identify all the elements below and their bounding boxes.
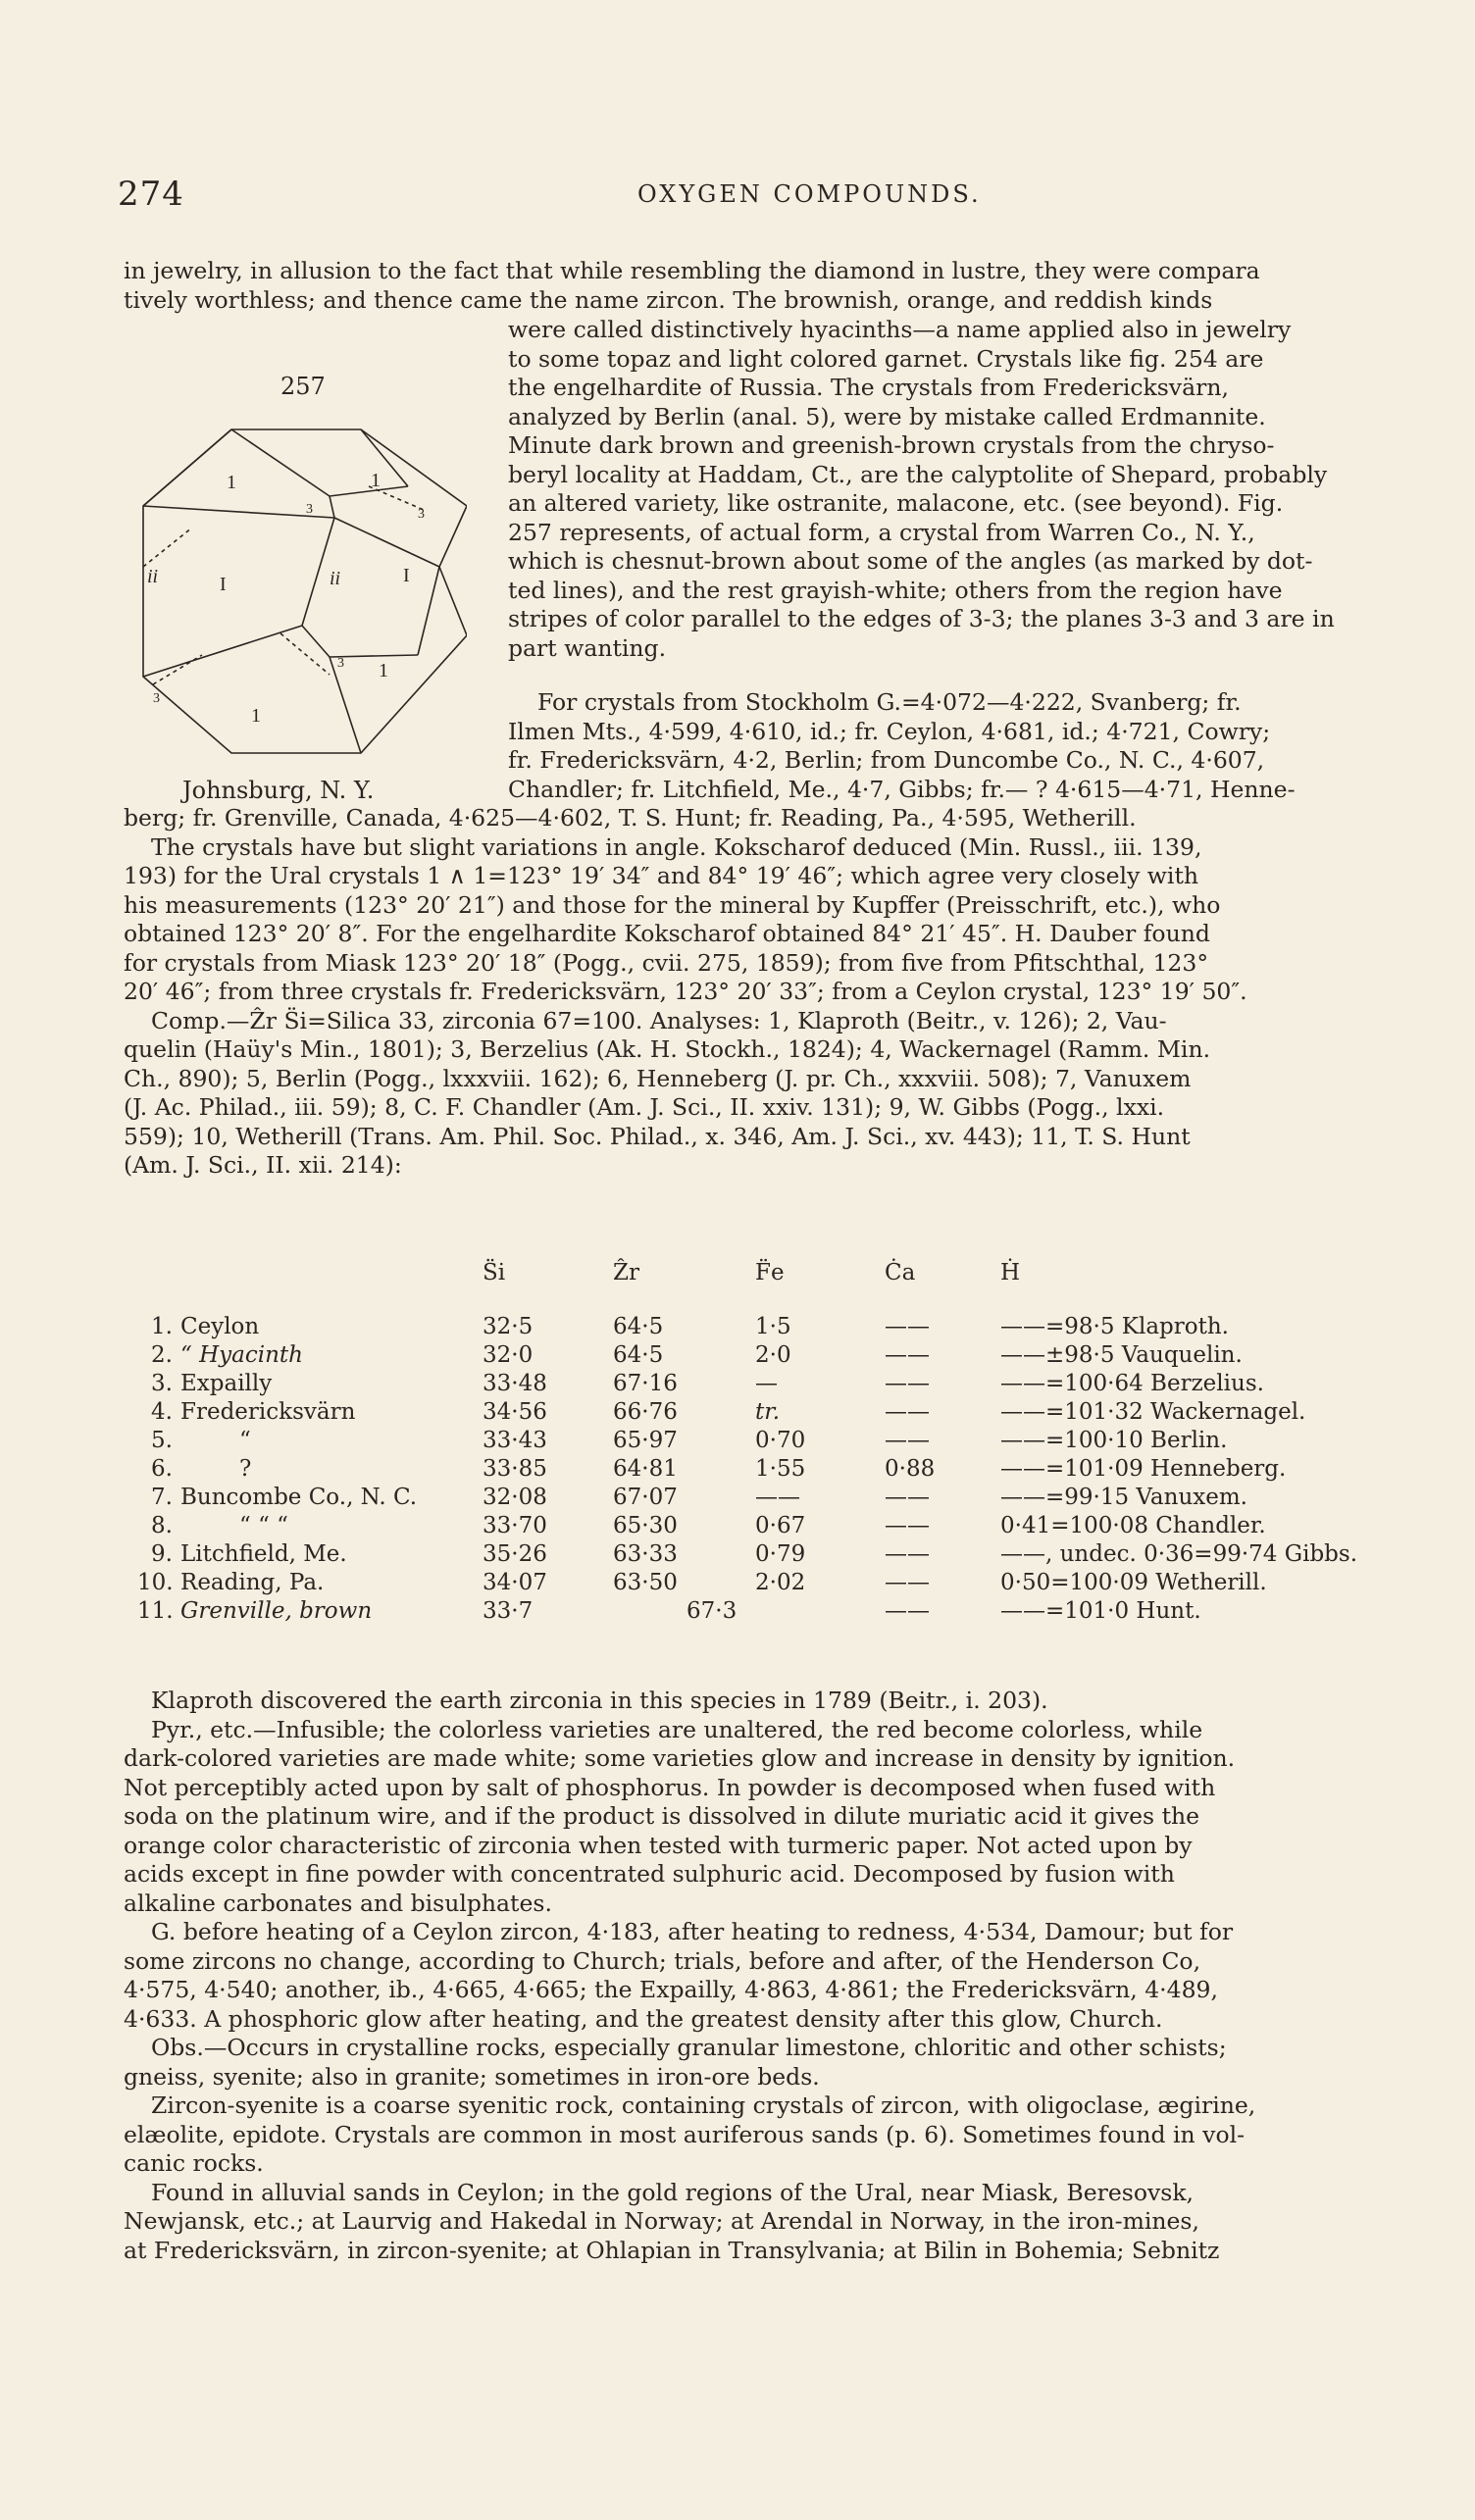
text-line: gneiss, syenite; also in granite; sometimes in iron-ore beds. [124, 2062, 820, 2091]
row-number: 3. [151, 1371, 173, 1396]
text-line: Obs.—Occurs in crystalline rocks, especially granular limestone, chloritic and other schists; [151, 2034, 1227, 2061]
text-line: obtained 123° 20′ 8″. For the engelhardite Kokscharof obtained 84° 21′ 45″. H. Dauber found [124, 920, 1210, 947]
text-line: for crystals from Miask 123° 20′ 18″ (Pogg., cvii. 275, 1859); from five from Pfitschthal, 123° [124, 948, 1209, 977]
zr-value: 67·16 [613, 1371, 678, 1396]
zr-value: 64·81 [613, 1456, 678, 1482]
text-line: G. before heating of a Ceylon zircon, 4·183, after heating to redness, 4·534, Damour; but for [151, 1918, 1234, 1945]
text-line: Klaproth discovered the earth zirconia in this species in 1789 (Beitr., i. 203). [151, 1687, 1048, 1714]
row-locality: Ceylon [180, 1314, 260, 1339]
text-line: stripes of color parallel to the edges of 3-3; the planes 3-3 and 3 are in [508, 605, 1335, 632]
text-line: berg; fr. Grenville, Canada, 4·625—4·602, T. S. Hunt; fr. Reading, Pa., 4·595, Wetherill. [124, 804, 1137, 832]
paragraph-density [508, 688, 1430, 804]
text-line: soda on the platinum wire, and if the product is dissolved in dilute muriatic acid it gives the [124, 1802, 1200, 1830]
text-line: canic rocks. [124, 2149, 264, 2177]
table-row [137, 1456, 1432, 1482]
table-row [137, 1428, 1432, 1453]
fe-value: — [755, 1371, 778, 1396]
row-number: 8. [151, 1513, 173, 1538]
text-line: Found in alluvial sands in Ceylon; in the gold regions of the Ural, near Miask, Beresovsk, [151, 2178, 1195, 2206]
si-value: 33·43 [483, 1428, 547, 1453]
row-locality: Fredericksvärn [180, 1399, 356, 1425]
text-line: Zircon-syenite is a coarse syenitic rock, containing crystals of zircon, with oligoclase, ægirine, [151, 2092, 1256, 2119]
paragraph-pyrognostics-occurrence [124, 1687, 1430, 2265]
row-number: 6. [151, 1456, 173, 1482]
text-line: alkaline carbonates and bisulphates. [124, 1889, 552, 1917]
row-number: 9. [151, 1541, 173, 1567]
face-label: ii [330, 568, 341, 589]
text-line: Comp.—Ẑr S̈i=Silica 33, zirconia 67=100. Analyses: 1, Klaproth (Beitr., v. 126); 2, Vau- [151, 1006, 1167, 1034]
h-total-analyst: 0·50=100·09 Wetherill. [1000, 1570, 1267, 1595]
text-line: analyzed by Berlin (anal. 5), were by mistake called Erdmannite. [508, 402, 1266, 430]
text-line: some zircons no change, according to Church; trials, before and after, of the Henderson Co, [124, 1946, 1201, 1975]
table-row [137, 1598, 1432, 1624]
column-header: S̈i [483, 1260, 506, 1285]
column-header: Ẑr [613, 1260, 639, 1285]
text-line: in jewelry, in allusion to the fact that while resembling the diamond in lustre, they were compara [124, 257, 1260, 284]
figure-number: 257 [280, 373, 326, 400]
face-label: I [403, 565, 410, 586]
row-number: 4. [151, 1399, 173, 1425]
ca-value: —— [885, 1314, 930, 1339]
face-label: 1 [371, 470, 381, 491]
face-label: 3 [306, 502, 313, 517]
table-row [137, 1541, 1432, 1567]
text-line: 4·575, 4·540; another, ib., 4·665, 4·665; the Expailly, 4·863, 4·861; the Fredericksvärn, 4·489, [124, 1976, 1218, 2003]
running-title: OXYGEN COMPOUNDS. [637, 180, 982, 208]
h-total-analyst: ——, undec. 0·36=99·74 Gibbs. [1000, 1541, 1358, 1567]
h-total-analyst: ——=98·5 Klaproth. [1000, 1314, 1229, 1339]
row-number: 11. [137, 1598, 174, 1624]
table-row [137, 1513, 1432, 1538]
row-locality: Expailly [180, 1371, 273, 1396]
face-label: 3 [418, 507, 425, 522]
row-number: 1. [151, 1314, 173, 1339]
row-number: 7. [151, 1485, 173, 1510]
si-value: 33·7 [483, 1598, 534, 1624]
page-number: 274 [118, 175, 184, 214]
text-line: (J. Ac. Philad., iii. 59); 8, C. F. Chandler (Am. J. Sci., II. xxiv. 131); 9, W. Gibbs (Pogg., lxxi. [124, 1093, 1165, 1121]
h-total-analyst: ——=101·32 Wackernagel. [1000, 1399, 1306, 1425]
h-total-analyst: 0·41=100·08 Chandler. [1000, 1513, 1266, 1538]
row-number: 5. [151, 1428, 173, 1453]
figure-caption: Johnsburg, N. Y. [182, 777, 375, 804]
zr-value: 66·76 [613, 1399, 678, 1425]
si-value: 33·70 [483, 1513, 547, 1538]
fe-value: —— [755, 1485, 800, 1510]
text-line: orange color characteristic of zirconia when tested with turmeric paper. Not acted upon by [124, 1831, 1193, 1859]
text-line: Not perceptibly acted upon by salt of phosphorus. In powder is decomposed when fused with [124, 1773, 1216, 1801]
zr-value: 67·07 [613, 1485, 678, 1510]
text-line: Minute dark brown and greenish-brown crystals from the chryso- [508, 431, 1275, 459]
zr-value: 65·30 [613, 1513, 678, 1538]
text-line: the engelhardite of Russia. The crystals from Fredericksvärn, [508, 374, 1229, 401]
si-value: 32·0 [483, 1342, 534, 1368]
zr-value: 63·50 [613, 1570, 678, 1595]
text-line: Chandler; fr. Litchfield, Me., 4·7, Gibbs; fr.— ? 4·615—4·71, Henne- [508, 775, 1296, 803]
zircon-crystal-drawing [133, 410, 467, 773]
text-line: elæolite, epidote. Crystals are common in most auriferous sands (p. 6). Sometimes found in vol- [124, 2120, 1246, 2148]
row-locality: “ Hyacinth [180, 1342, 303, 1368]
text-line: (Am. J. Sci., II. xii. 214): [124, 1151, 402, 1179]
fe-value: 1·55 [755, 1456, 806, 1482]
table-row [137, 1485, 1432, 1510]
fe-value: tr. [755, 1399, 781, 1425]
row-locality: Grenville, brown [180, 1598, 373, 1624]
row-locality: ? [239, 1456, 252, 1482]
text-line: Newjansk, etc.; at Laurvig and Hakedal in Norway; at Arendal in Norway, in the iron-mines, [124, 2207, 1199, 2235]
fe-value: 0·70 [755, 1428, 806, 1453]
row-locality: Litchfield, Me. [180, 1541, 347, 1567]
h-total-analyst: ——=100·64 Berzelius. [1000, 1371, 1264, 1396]
fe-value: 0·67 [755, 1513, 806, 1538]
si-value: 35·26 [483, 1541, 547, 1567]
zr-value: 65·97 [613, 1428, 678, 1453]
h-total-analyst: ——±98·5 Vauquelin. [1000, 1342, 1243, 1368]
face-label: 1 [227, 472, 236, 493]
text-line: fr. Fredericksvärn, 4·2, Berlin; from Duncombe Co., N. C., 4·607, [508, 746, 1265, 774]
ca-value: —— [885, 1570, 930, 1595]
column-header: Ḣ [1000, 1260, 1021, 1285]
table-row [137, 1342, 1432, 1368]
ca-value: —— [885, 1598, 930, 1624]
text-line: 193) for the Ural crystals 1 ∧ 1=123° 19′ 34″ and 84° 19′ 46″; which agree very closely with [124, 862, 1199, 889]
si-value: 32·5 [483, 1314, 534, 1339]
column-header: Ċa [885, 1260, 916, 1285]
ca-value: —— [885, 1371, 930, 1396]
text-line: The crystals have but slight variations in angle. Kokscharof deduced (Min. Russl., iii. 139, [151, 832, 1202, 861]
text-line: tively worthless; and thence came the name zircon. The brownish, orange, and reddish kinds [124, 285, 1213, 314]
table-row [137, 1570, 1432, 1595]
text-line: an altered variety, like ostranite, malacone, etc. (see beyond). Fig. [508, 489, 1284, 517]
ca-value: —— [885, 1428, 930, 1453]
ca-value: —— [885, 1399, 930, 1425]
ca-value: —— [885, 1541, 930, 1567]
crystal-outline [143, 429, 467, 753]
text-line: ted lines), and the rest grayish-white; others from the region have [508, 576, 1283, 604]
text-line: which is chesnut-brown about some of the angles (as marked by dot- [508, 547, 1313, 575]
ca-value: 0·88 [885, 1456, 936, 1482]
text-line: at Fredericksvärn, in zircon-syenite; at Ohlapian in Transylvania; at Bilin in Bohemia; Sebnitz [124, 2236, 1220, 2264]
face-label: ii [147, 566, 159, 587]
si-value: 33·85 [483, 1456, 547, 1482]
text-line: 559); 10, Wetherill (Trans. Am. Phil. Soc. Philad., x. 346, Am. J. Sci., xv. 443); 11, T. S. Hunt [124, 1122, 1191, 1150]
crystal-figure [124, 373, 477, 824]
page-header [118, 175, 1383, 214]
row-locality: “ “ “ [239, 1513, 288, 1538]
fe-value: 2·02 [755, 1570, 806, 1595]
text-line: Ilmen Mts., 4·599, 4·610, id.; fr. Ceylon, 4·681, id.; 4·721, Cowry; [508, 717, 1271, 745]
ca-value: —— [885, 1485, 930, 1510]
text-line: 257 represents, of actual form, a crystal from Warren Co., N. Y., [508, 518, 1255, 546]
fe-value: 0·79 [755, 1541, 806, 1567]
zr-value: 64·5 [613, 1314, 664, 1339]
zr-fe-combined-value: 67·3 [687, 1598, 738, 1624]
row-locality: Reading, Pa. [180, 1570, 325, 1595]
text-line: Ch., 890); 5, Berlin (Pogg., lxxxviii. 162); 6, Henneberg (J. pr. Ch., xxxviii. 508); 7, Vanuxem [124, 1064, 1192, 1092]
text-line: acids except in fine powder with concentrated sulphuric acid. Decomposed by fusion with [124, 1860, 1175, 1888]
column-header: F̈e [755, 1260, 785, 1285]
table-row [137, 1371, 1432, 1396]
h-total-analyst: ——=101·0 Hunt. [1000, 1598, 1201, 1624]
zr-value: 63·33 [613, 1541, 678, 1567]
text-line: beryl locality at Haddam, Ct., are the calyptolite of Shepard, probably [508, 460, 1328, 488]
h-total-analyst: ——=100·10 Berlin. [1000, 1428, 1228, 1453]
face-label: 1 [379, 660, 388, 681]
ca-value: —— [885, 1342, 930, 1368]
face-label: 1 [251, 705, 261, 727]
text-line: his measurements (123° 20′ 21″) and those for the mineral by Kupffer (Preisschrift, etc.), who [124, 890, 1221, 919]
si-value: 33·48 [483, 1371, 547, 1396]
si-value: 32·08 [483, 1485, 547, 1510]
text-line: dark-colored varieties are made white; some varieties glow and increase in density by ignition. [124, 1744, 1236, 1772]
text-line: For crystals from Stockholm G.=4·072—4·222, Svanberg; fr. [537, 688, 1242, 716]
text-line: part wanting. [508, 633, 667, 662]
si-value: 34·07 [483, 1570, 547, 1595]
face-label: 3 [337, 656, 344, 671]
fe-value: 1·5 [755, 1314, 791, 1339]
paragraph-intro [124, 257, 1430, 315]
paragraph-angles-composition [124, 804, 1430, 1181]
table-row [137, 1399, 1432, 1425]
table-header [137, 1260, 1432, 1289]
face-label: 3 [153, 691, 160, 706]
text-line: to some topaz and light colored garnet. Crystals like fig. 254 are [508, 344, 1264, 373]
text-line: quelin (Haüy's Min., 1801); 3, Berzelius (Ak. H. Stockh., 1824); 4, Wackernagel (Ramm. Min. [124, 1035, 1211, 1063]
text-line: were called distinctively hyacinths—a name applied also in jewelry [508, 316, 1292, 343]
row-number: 10. [137, 1570, 174, 1595]
row-number: 2. [151, 1342, 173, 1368]
si-value: 34·56 [483, 1399, 547, 1425]
text-line: 20′ 46″; from three crystals fr. Fredericksvärn, 123° 20′ 33″; from a Ceylon crystal, 123° 19′ 50″. [124, 978, 1247, 1005]
row-locality: Buncombe Co., N. C. [180, 1485, 418, 1510]
face-label: I [220, 574, 227, 595]
ca-value: —— [885, 1513, 930, 1538]
h-total-analyst: ——=99·15 Vanuxem. [1000, 1485, 1247, 1510]
paragraph-hyacinths [508, 316, 1430, 663]
table-row [137, 1314, 1432, 1339]
row-locality: “ [239, 1428, 251, 1453]
h-total-analyst: ——=101·09 Henneberg. [1000, 1456, 1287, 1482]
text-line: 4·633. A phosphoric glow after heating, and the greatest density after this glow, Church. [124, 2004, 1163, 2033]
zr-value: 64·5 [613, 1342, 664, 1368]
fe-value: 2·0 [755, 1342, 791, 1368]
text-line: Pyr., etc.—Infusible; the colorless varieties are unaltered, the red become colorless, while [151, 1715, 1203, 1743]
